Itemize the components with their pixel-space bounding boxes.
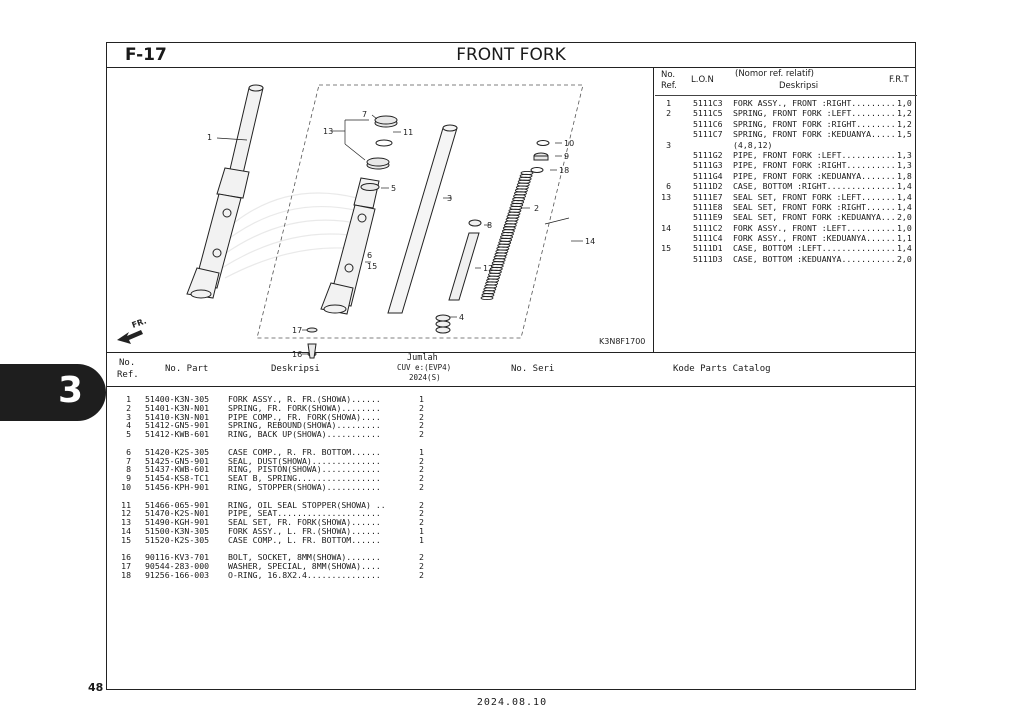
lon-col-no: No. (661, 70, 676, 80)
row-description: PIPE COMP., FR. FORK(SHOWA).... (228, 411, 381, 422)
lon-row-desc: SPRING, FRONT FORK :LEFT......... (733, 108, 896, 119)
callout-leaders (217, 115, 583, 354)
row-ref: 11 (121, 499, 131, 510)
col-serial: No. Seri (511, 364, 555, 374)
row-part-number: 90544-283-000 (145, 561, 210, 572)
row-description: SPRING, FR. FORK(SHOWA)........ (228, 402, 381, 413)
row-description: RING, STOPPER(SHOWA)........... (228, 481, 381, 492)
lon-header-divider (655, 95, 917, 96)
callout-8: 8 (487, 221, 493, 230)
row-quantity: 2 (419, 552, 424, 563)
row-part-number: 51425-GN5-901 (145, 455, 210, 466)
lon-row-code: 5111C5 (693, 108, 723, 119)
diagram-divider (653, 67, 654, 352)
bottom-case-icon (321, 178, 379, 314)
row-quantity: 1 (419, 394, 424, 404)
callout-6: 6 (367, 251, 373, 260)
row-quantity: 2 (419, 481, 424, 492)
callout-18: 18 (559, 166, 570, 175)
lon-row-frt: 1,5 (897, 129, 912, 140)
lon-col-lon: L.O.N (691, 75, 714, 85)
row-ref: 17 (121, 561, 131, 572)
lon-row-code: 5111E8 (693, 201, 723, 212)
table-header-divider (107, 386, 915, 387)
lon-row-desc: FORK ASSY., FRONT :LEFT.......... (733, 222, 896, 233)
row-description: RING, OIL SEAL STOPPER(SHOWA) .. (228, 499, 386, 510)
row-description: SEAT B, SPRING................. (228, 473, 381, 484)
fork-pipe-icon (388, 125, 457, 313)
parts-table-header (107, 353, 915, 386)
row-ref: 12 (121, 508, 131, 519)
lon-row-ref: 2 (666, 108, 671, 119)
lon-row-desc: CASE, BOTTOM :LEFT............... (733, 243, 896, 254)
row-ref: 7 (126, 455, 131, 466)
front-direction-arrow-icon (117, 316, 148, 344)
row-description: SEAL SET, FR. FORK(SHOWA)...... (228, 517, 381, 528)
row-part-number: 51412-GN5-901 (145, 420, 210, 431)
callout-5: 5 (391, 184, 397, 193)
row-quantity: 2 (419, 411, 424, 422)
callout-7: 7 (362, 110, 368, 119)
callout-10: 10 (564, 139, 575, 148)
col-ref: Ref. (117, 370, 139, 380)
lon-col-ref: Ref. (661, 81, 677, 91)
lon-col-nomor: (Nomor ref. relatif) (735, 69, 814, 79)
callout-2: 2 (534, 204, 540, 213)
col-year: 2024(S) (409, 373, 441, 382)
row-part-number: 51456-KPH-901 (145, 481, 210, 492)
callout-3: 3 (447, 194, 453, 203)
row-ref: 13 (121, 517, 131, 528)
lon-row-code: 5111C4 (693, 233, 723, 244)
callout-1: 1 (207, 133, 213, 142)
lon-col-frt: F.R.T (889, 75, 909, 85)
lon-row-frt: 1,2 (897, 118, 912, 129)
lon-row-ref: 13 (661, 191, 671, 202)
print-date: 2024.08.10 (476, 697, 548, 708)
lon-row-code: 5111G3 (693, 160, 723, 171)
col-part-number: No. Part (165, 364, 209, 374)
row-description: BOLT, SOCKET, 8MM(SHOWA)....... (228, 552, 381, 563)
row-part-number: 51470-K2S-N01 (145, 508, 210, 519)
lon-col-deskripsi: Deskripsi (779, 81, 819, 91)
lon-row-desc: FORK ASSY., FRONT :KEDUANYA...... (733, 233, 896, 244)
lon-row-frt: 1,8 (897, 170, 912, 181)
row-quantity: 2 (419, 508, 424, 519)
row-ref: 14 (121, 525, 131, 536)
row-quantity: 2 (419, 429, 424, 440)
row-description: PIPE, SEAT..................... (228, 508, 381, 519)
lon-row-frt: 1,0 (897, 98, 912, 108)
row-part-number: 51437-KWB-601 (145, 464, 210, 475)
lon-row-frt: 1,4 (897, 243, 912, 254)
row-description: SEAL, DUST(SHOWA).............. (228, 455, 381, 466)
row-ref: 16 (121, 552, 131, 563)
lon-row-desc: CASE, BOTTOM :RIGHT.............. (733, 181, 896, 192)
row-quantity: 2 (419, 569, 424, 580)
callout-4: 4 (459, 313, 465, 322)
fork-spring-icon (481, 171, 533, 299)
special-washer-icon (307, 328, 317, 332)
lon-row-code: 5111C6 (693, 118, 723, 129)
row-ref: 1 (126, 394, 131, 404)
lon-row-code: 5111C3 (693, 98, 723, 108)
row-description: RING, PISTON(SHOWA)............ (228, 464, 381, 475)
lon-row-frt: 2,0 (897, 253, 912, 264)
row-ref: 5 (126, 429, 131, 440)
callout-11: 11 (403, 128, 414, 137)
lon-row-frt: 1,4 (897, 201, 912, 212)
row-part-number: 51466-065-901 (145, 499, 210, 510)
col-jumlah: Jumlah (407, 353, 438, 363)
row-description: O-RING, 16.8X2.4............... (228, 569, 381, 580)
col-catalog-code: Kode Parts Catalog (673, 364, 771, 374)
col-description: Deskripsi (271, 364, 320, 374)
lon-row-desc: SEAL SET, FRONT FORK :LEFT....... (733, 191, 896, 202)
row-ref: 4 (126, 420, 131, 431)
row-quantity: 2 (419, 499, 424, 510)
lon-row-code: 5111E7 (693, 191, 723, 202)
stopper-ring-icon (531, 141, 549, 173)
callout-13: 13 (323, 127, 334, 136)
row-part-number: 51410-K3N-N01 (145, 411, 210, 422)
row-ref: 18 (121, 569, 131, 580)
lon-row-frt: 1,4 (897, 181, 912, 192)
section-tab-number: 3 (58, 370, 84, 411)
row-description: RING, BACK UP(SHOWA)........... (228, 429, 381, 440)
row-quantity: 1 (419, 446, 424, 457)
lon-row-frt: 1,3 (897, 160, 912, 171)
row-part-number: 51420-K2S-305 (145, 446, 210, 457)
callout-12: 12 (483, 264, 494, 273)
row-part-number: 91256-166-003 (145, 569, 210, 580)
row-part-number: 51401-K3N-N01 (145, 402, 210, 413)
callout-17: 17 (292, 326, 303, 335)
lon-row-code: 5111D3 (693, 253, 723, 264)
row-part-number: 51500-K3N-305 (145, 525, 210, 536)
col-model: CUV e:(EVP4) (397, 363, 452, 372)
row-quantity: 2 (419, 561, 424, 572)
row-ref: 6 (126, 446, 131, 457)
row-quantity: 2 (419, 473, 424, 484)
lon-row-desc: PIPE, FRONT FORK :RIGHT.......... (733, 160, 896, 171)
lon-row-desc: PIPE, FRONT FORK :KEDUANYA....... (733, 170, 896, 181)
row-ref: 8 (126, 464, 131, 475)
row-description: WASHER, SPECIAL, 8MM(SHOWA).... (228, 561, 381, 572)
direction-label: FR. (130, 316, 148, 330)
row-ref: 2 (126, 402, 131, 413)
lon-row-frt: 1,0 (897, 222, 912, 233)
lon-row-desc: CASE, BOTTOM :KEDUANYA........... (733, 253, 896, 264)
row-part-number: 51400-K3N-305 (145, 394, 210, 404)
col-no: No. (119, 358, 136, 368)
lon-row-code: 5111C2 (693, 222, 723, 233)
row-quantity: 1 (419, 525, 424, 536)
lon-row-frt: 1,3 (897, 149, 912, 160)
row-ref: 10 (121, 481, 131, 492)
callout-9: 9 (564, 152, 570, 161)
section-tab (0, 364, 106, 421)
lon-row-frt: 2,0 (897, 212, 912, 223)
row-quantity: 1 (419, 534, 424, 545)
lon-row-desc: SPRING, FRONT FORK :KEDUANYA..... (733, 129, 896, 140)
row-ref: 9 (126, 473, 131, 484)
row-part-number: 51454-KS8-TC1 (145, 473, 210, 484)
lon-row-code: 5111D2 (693, 181, 723, 192)
callout-15: 15 (367, 262, 378, 271)
row-description: FORK ASSY., R. FR.(SHOWA)...... (228, 394, 381, 404)
lon-row-ref: 1 (666, 98, 671, 108)
row-description: CASE COMP., R. FR. BOTTOM...... (228, 446, 381, 457)
row-description: FORK ASSY., L. FR.(SHOWA)...... (228, 525, 381, 536)
lon-row-desc: FORK ASSY., FRONT :RIGHT......... (733, 98, 896, 108)
page-code: F-17 (125, 45, 167, 65)
lon-row-code: 5111G4 (693, 170, 723, 181)
row-quantity: 2 (419, 420, 424, 431)
lon-row-code: 5111E9 (693, 212, 723, 223)
row-part-number: 51412-KWB-601 (145, 429, 210, 440)
lon-row-ref: 3 (666, 139, 671, 150)
row-ref: 3 (126, 411, 131, 422)
lon-row-desc: SPRING, FRONT FORK :RIGHT........ (733, 118, 896, 129)
row-part-number: 90116-KV3-701 (145, 552, 210, 563)
lon-row-code: 5111G2 (693, 149, 723, 160)
row-part-number: 51520-K2S-305 (145, 534, 210, 545)
lon-row-code: 5111C7 (693, 129, 723, 140)
row-quantity: 2 (419, 464, 424, 475)
image-reference: K3N8F1700 (599, 337, 646, 346)
row-description: SPRING, REBOUND(SHOWA)......... (228, 420, 381, 431)
lon-row-ref: 6 (666, 181, 671, 192)
callout-16: 16 (292, 350, 303, 359)
lon-row-frt: 1,4 (897, 191, 912, 202)
page-number: 48 (88, 681, 104, 694)
row-quantity: 2 (419, 517, 424, 528)
lon-row-desc: SEAL SET, FRONT FORK :KEDUANYA... (733, 212, 896, 223)
lon-row-desc: SEAL SET, FRONT FORK :RIGHT...... (733, 201, 896, 212)
row-part-number: 51490-KGH-901 (145, 517, 210, 528)
lon-row-frt: 1,1 (897, 233, 912, 244)
callout-14: 14 (585, 237, 596, 246)
lon-row-desc: PIPE, FRONT FORK :LEFT........... (733, 149, 896, 160)
row-quantity: 2 (419, 402, 424, 413)
row-quantity: 2 (419, 455, 424, 466)
lon-row-code: 5111D1 (693, 243, 723, 254)
callout-numbers (207, 110, 595, 359)
lon-row-frt: 1,2 (897, 108, 912, 119)
row-description: CASE COMP., L. FR. BOTTOM...... (228, 534, 381, 545)
row-ref: 15 (121, 534, 131, 545)
lon-table-header (655, 69, 915, 97)
lon-row-desc: (4,8,12) (733, 139, 773, 150)
catalog-frame (106, 42, 916, 690)
lon-row-ref: 15 (661, 243, 671, 254)
lon-row-ref: 14 (661, 222, 671, 233)
page-title: FRONT FORK (456, 45, 566, 65)
